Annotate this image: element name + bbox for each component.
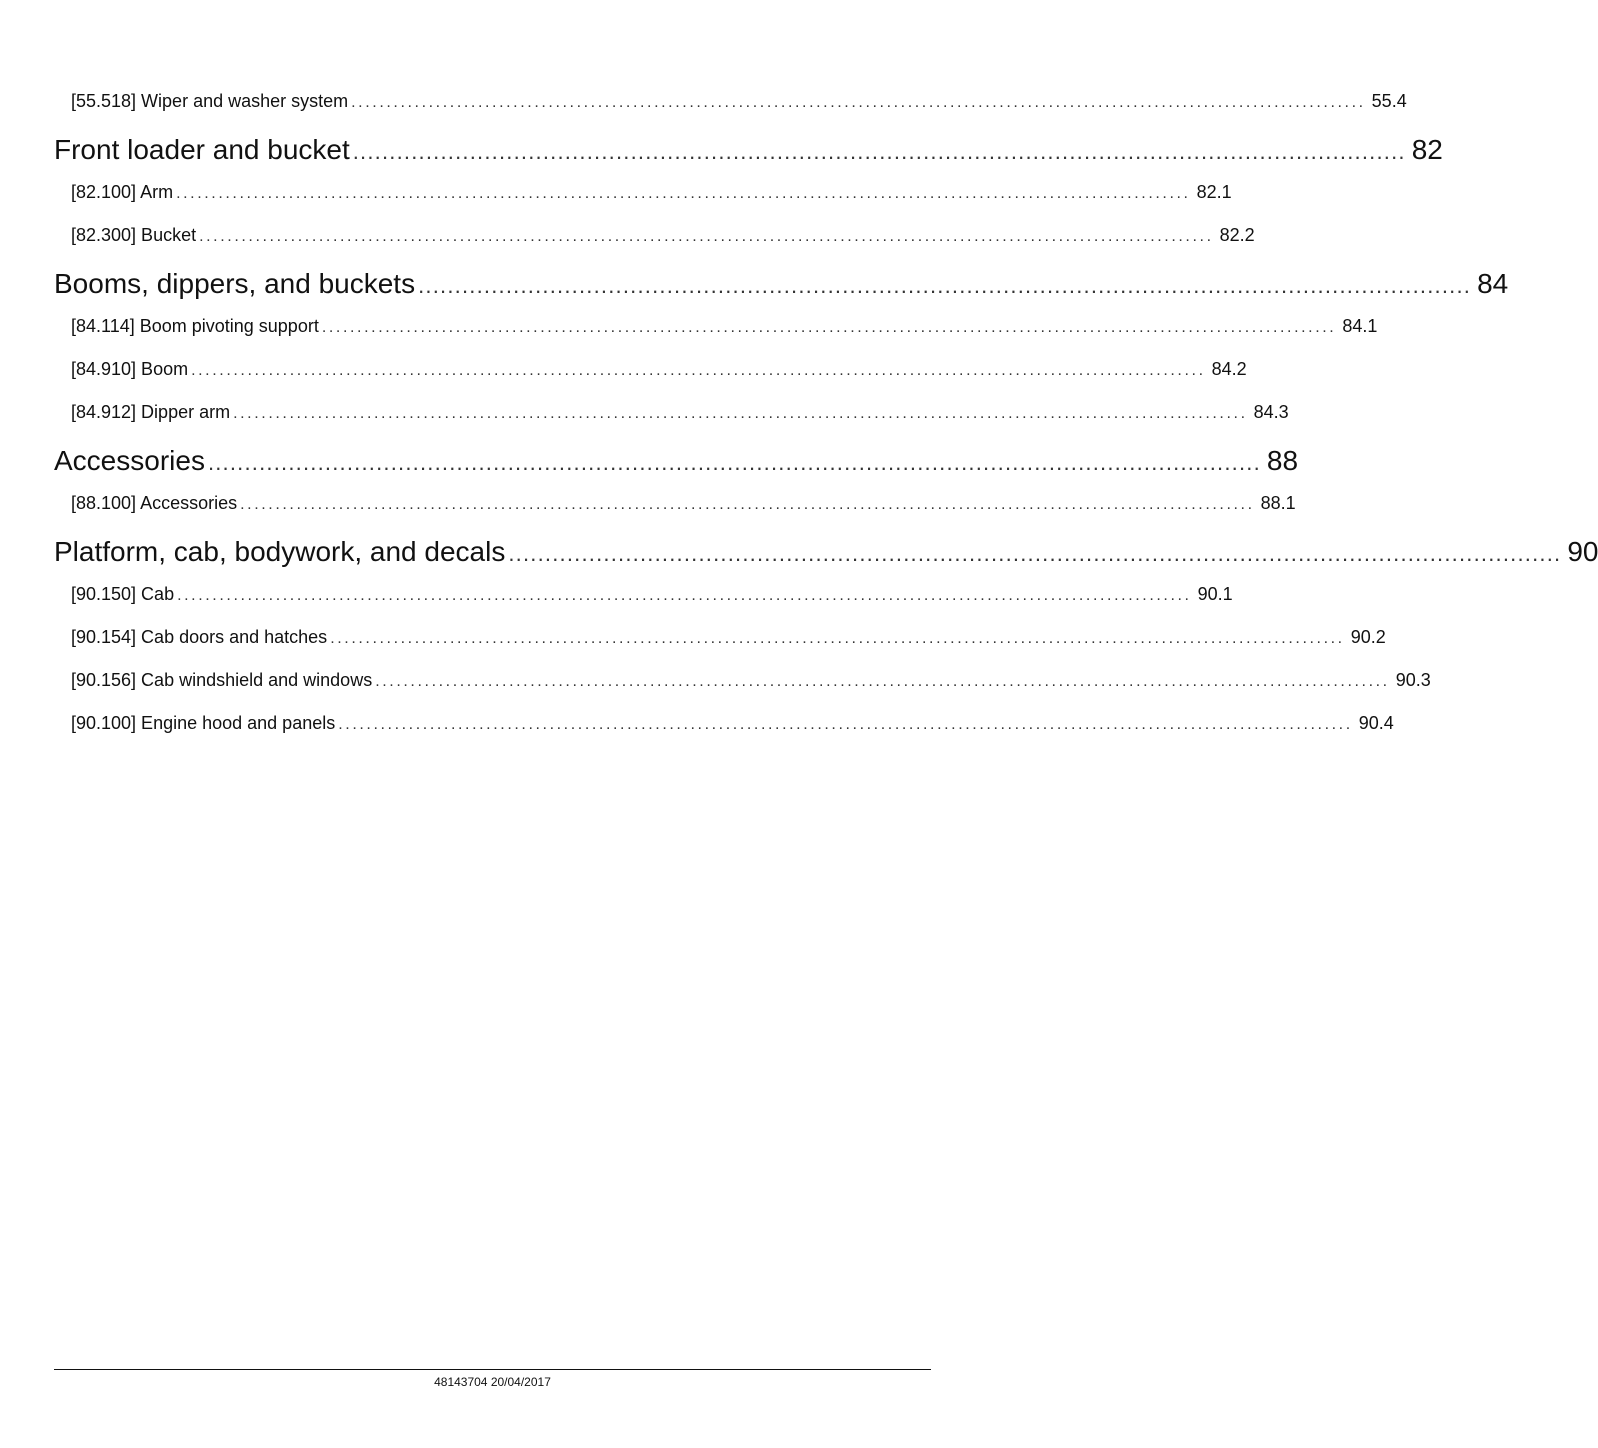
dot-leader: ................................................................................................................................................ [321,319,1337,336]
footer-document-id-date: 48143704 20/04/2017 [434,1375,551,1389]
dot-leader: ................................................................................................................................................ [352,139,1406,164]
toc-entry-82-100[interactable] [54,177,1232,220]
toc-entry-82-300[interactable] [54,220,1255,263]
toc-section-title: Booms, dippers, and buckets [54,268,416,299]
toc-entry-page: 82.2 [1219,225,1255,245]
toc-section-88[interactable] [54,440,1299,488]
dot-leader: ................................................................................................................................................ [375,673,1390,690]
toc-entry-88-100[interactable] [54,488,1296,531]
toc-entry-label: [55.518] Wiper and washer system [71,91,349,111]
toc-entry-page: 90.1 [1197,584,1233,604]
toc-entry-page: 88.1 [1260,493,1296,513]
dot-leader: ................................................................................................................................................ [207,450,1261,475]
toc-entry-page: 82.1 [1196,182,1232,202]
dot-leader: ................................................................................................................................................ [418,273,1472,298]
toc-section-82[interactable] [54,129,1443,177]
toc-entry-90-100[interactable] [54,708,1394,751]
dot-leader: ................................................................................................................................................ [330,630,1345,647]
toc-section-title: Front loader and bucket [54,134,350,165]
toc-entry-page: 90.2 [1350,627,1386,647]
toc-section-page: 82 [1411,134,1443,165]
dot-leader: ................................................................................................................................................ [199,228,1214,245]
toc-entry-page: 84.1 [1342,316,1378,336]
toc-section-title: Platform, cab, bodywork, and decals [54,536,506,567]
toc-entry-84-910[interactable] [54,354,1247,397]
toc-section-page: 84 [1477,268,1509,299]
toc-entry-label: [90.150] Cab [71,584,175,604]
toc-section-90[interactable] [54,531,1598,579]
toc-section-title: Accessories [54,445,205,476]
toc-entry-label: [82.300] Bucket [71,225,197,245]
toc-entry-label: [90.156] Cab windshield and windows [71,670,373,690]
dot-leader: ................................................................................................................................................ [176,185,1191,202]
toc-entry-page: 90.4 [1358,713,1394,733]
dot-leader: ................................................................................................................................................ [351,94,1366,111]
toc-entry-page: 55.4 [1371,91,1407,111]
dot-leader: ................................................................................................................................................ [233,405,1248,422]
toc-entry-label: [84.912] Dipper arm [71,402,231,422]
toc-section-page: 90 [1567,536,1598,567]
toc-entry-55-518[interactable] [54,86,1407,129]
toc-entry-84-114[interactable] [54,311,1378,354]
table-of-contents [54,86,1598,751]
toc-entry-90-156[interactable] [54,665,1431,708]
toc-entry-label: [90.154] Cab doors and hatches [71,627,328,647]
toc-entry-90-154[interactable] [54,622,1386,665]
toc-section-84[interactable] [54,263,1509,311]
toc-entry-label: [84.114] Boom pivoting support [71,316,319,336]
toc-entry-label: [84.910] Boom [71,359,189,379]
dot-leader: ................................................................................................................................................ [191,362,1206,379]
toc-entry-label: [88.100] Accessories [71,493,238,513]
dot-leader: ................................................................................................................................................ [508,541,1562,566]
dot-leader: ................................................................................................................................................ [240,496,1255,513]
toc-section-page: 88 [1266,445,1299,476]
toc-entry-page: 90.3 [1395,670,1431,690]
toc-entry-page: 84.3 [1253,402,1289,422]
dot-leader: ................................................................................................................................................ [177,587,1192,604]
dot-leader: ................................................................................................................................................ [338,716,1353,733]
toc-entry-page: 84.2 [1211,359,1247,379]
toc-entry-label: [90.100] Engine hood and panels [71,713,336,733]
toc-entry-90-150[interactable] [54,579,1233,622]
footer-divider [54,1369,931,1370]
toc-entry-label: [82.100] Arm [71,182,174,202]
toc-entry-84-912[interactable] [54,397,1289,440]
